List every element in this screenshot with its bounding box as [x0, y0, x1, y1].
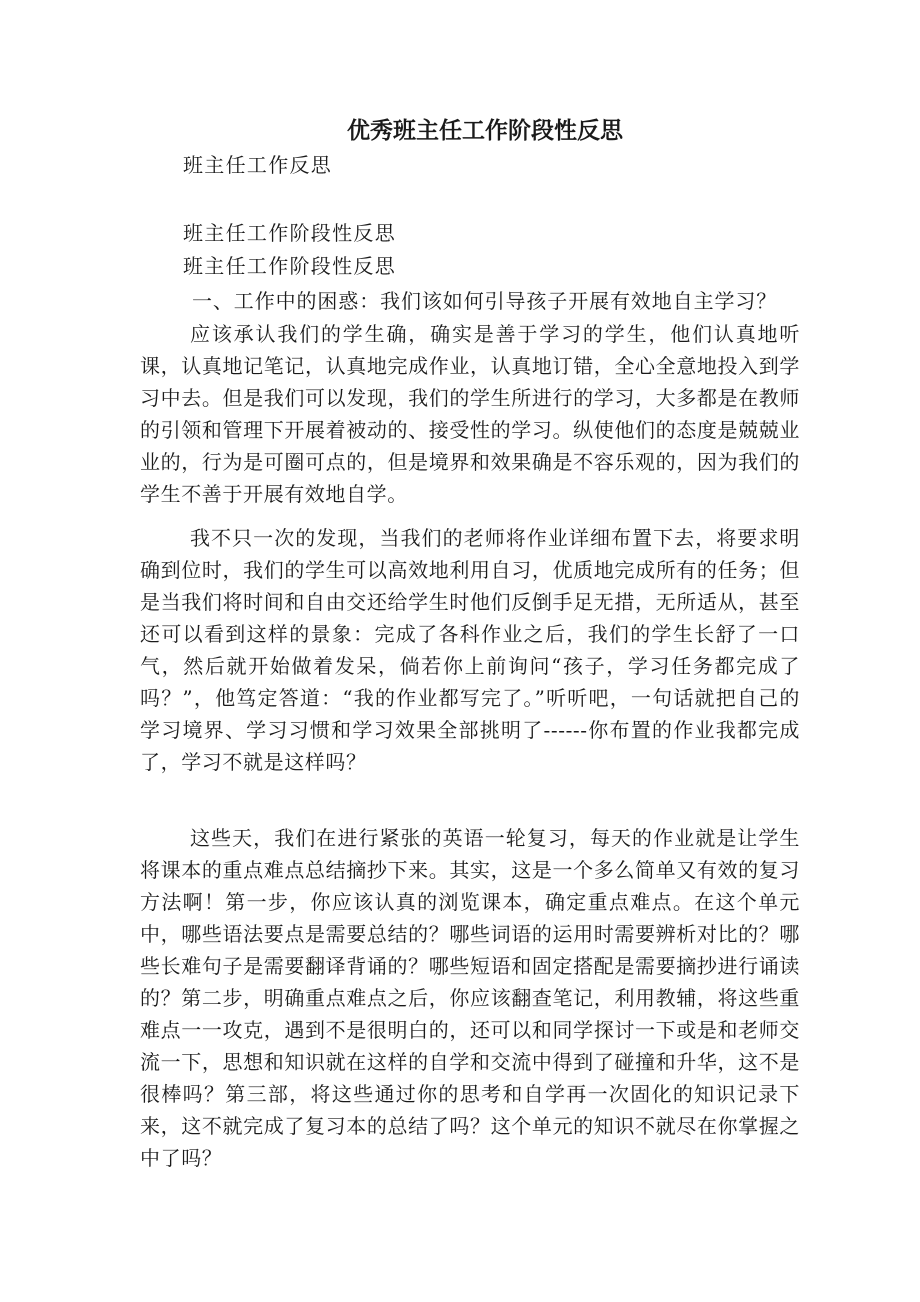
subtitle: 班主任工作反思 — [183, 153, 333, 177]
heading-a: 班主任工作阶段性反思 — [183, 221, 396, 245]
document-title: 优秀班主任工作阶段性反思 — [347, 118, 623, 144]
heading-b: 班主任工作阶段性反思 — [183, 254, 396, 278]
paragraph-1 — [140, 318, 800, 510]
paragraph-3 — [140, 822, 800, 1174]
paragraph-2 — [140, 522, 800, 778]
section-heading: 一、工作中的困惑：我们该如何引导孩子开展有效地自主学习？ — [192, 289, 778, 313]
paragraph-3-text: 这些天，我们在进行紧张的英语一轮复习，每天的作业就是让学生将课本的重点难点总结摘抄下来。其实，这是一个多么简单又有效的复习方法啊！第一步，你应该认真的浏览课本，确定重点难点。在这个单元中，哪些语法要点是需要总结的？哪些词语的运用时需要辨析对比的？哪些长难句子是需要翻译背诵的？哪些短语和固定搭配是需要摘抄进行诵读的？第二步，明确重点难点之后，你应该翻查笔记，利用教辅，将这些重难点一一攻克，遇到不是很明白的，还可以和同学探讨一下或是和老师交流一下，思想和知识就在这样的自学和交流中得到了碰撞和升华，这不是很棒吗？第三部，将这些通过你的思考和自学再一次固化的知识记录下来，这不就完成了复习本的总结了吗？这个单元的知识不就尽在你掌握之中了吗？ — [140, 826, 800, 1170]
paragraph-1-text: 应该承认我们的学生确，确实是善于学习的学生，他们认真地听课，认真地记笔记，认真地完成作业，认真地订错，全心全意地投入到学习中去。但是我们可以发现，我们的学生所进行的学习，大多都是在教师的引领和管理下开展着被动的、接受性的学习。纵使他们的态度是兢兢业业的，行为是可圈可点的，但是境界和效果确是不容乐观的，因为我们的学生不善于开展有效地自学。 — [140, 322, 800, 506]
paragraph-2-text: 我不只一次的发现，当我们的老师将作业详细布置下去，将要求明确到位时，我们的学生可以高效地利用自习，优质地完成所有的任务；但是当我们将时间和自由交还给学生时他们反倒手足无措，无所适从，甚至还可以看到这样的景象：完成了各科作业之后，我们的学生长舒了一口气，然后就开始做着发呆，倘若你上前询问“孩子，学习任务都完成了吗？”，他笃定答道：“我的作业都写完了。”听听吧，一句话就把自己的学习境界、学习习惯和学习效果全部挑明了------你布置的作业我都完成了，学习不就是这样吗？ — [140, 526, 800, 774]
